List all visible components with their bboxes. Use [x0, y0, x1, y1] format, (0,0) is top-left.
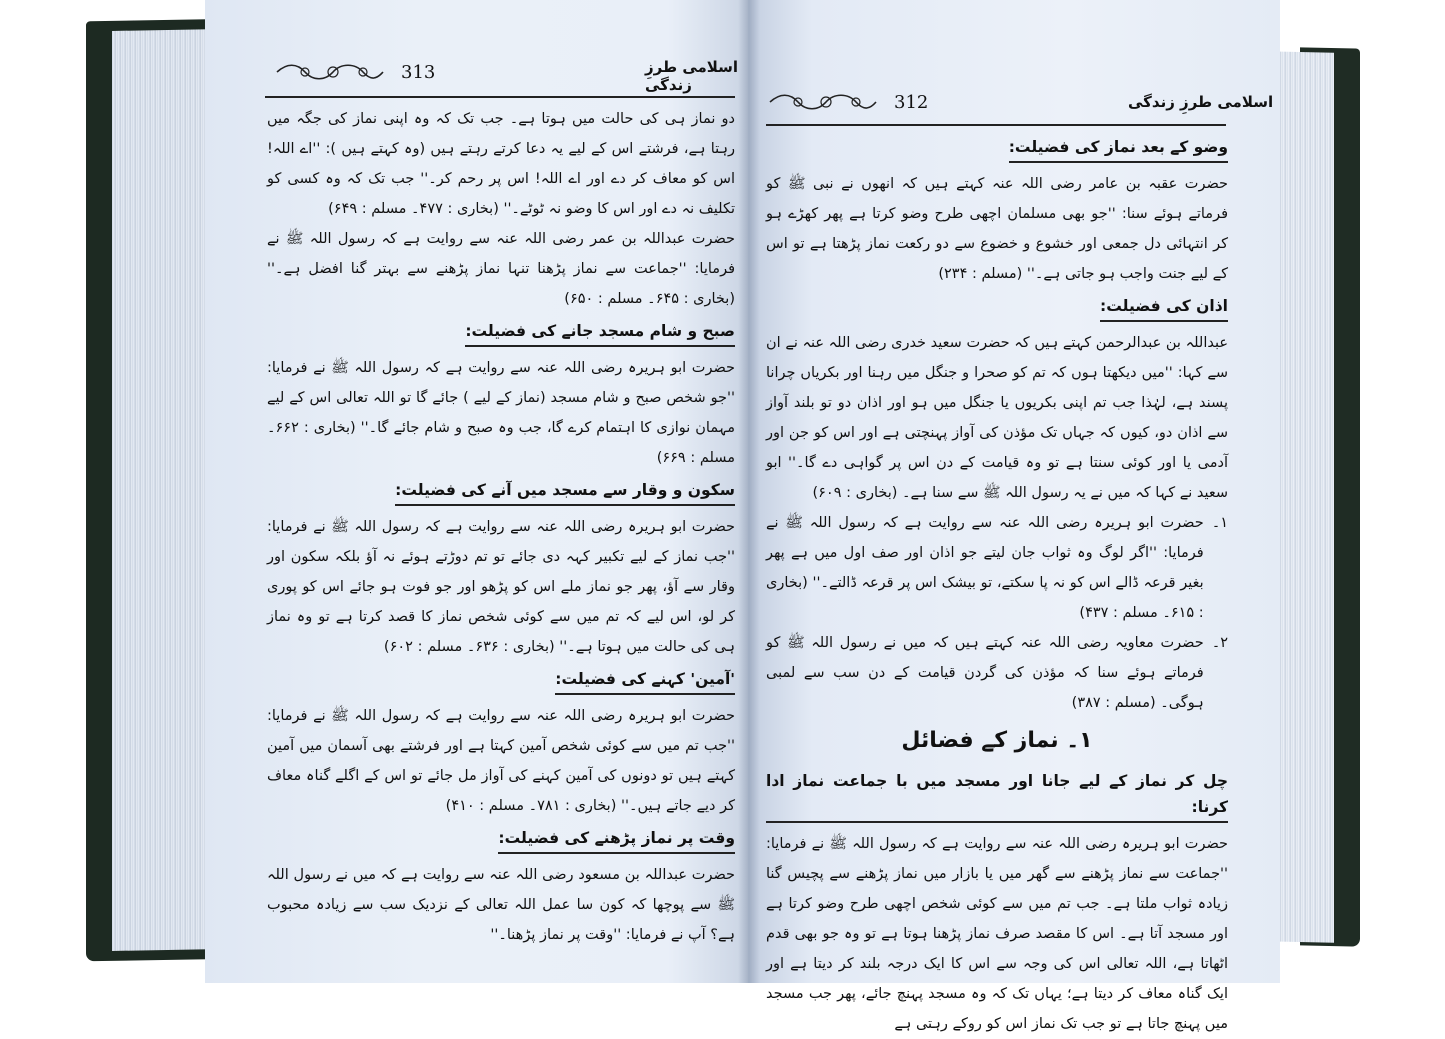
left-page-text [267, 104, 735, 950]
paragraph: حضرت عبداللہ بن مسعود رضی اللہ عنہ سے روایت ہے کہ میں نے رسول اللہ ﷺ سے پوچھا کہ کون سا عمل اللہ تعالی کے نزدیک سب سے زیادہ محبوب ہے؟ آپ نے فرمایا: ''وقت پر نماز پڑھنا۔'' [267, 867, 735, 943]
paragraph: حضرت ابو ہریرہ رضی اللہ عنہ سے روایت ہے کہ رسول اللہ ﷺ نے فرمایا: ''جو شخص صبح و شام مسجد (نماز کے لیے ) جائے گا تو اللہ تعالی اس کے لیے مہمان نوازی کا اہتمام کرے گا، جب وہ صبح و شام جائے گا۔'' (بخاری : ۶۶۲۔ مسلم : ۶۶۹) [267, 360, 735, 466]
paragraph: حضرت ابو ہریرہ رضی اللہ عنہ سے روایت ہے کہ رسول اللہ ﷺ نے فرمایا: ''جب تم میں سے کوئی شخص آمین کہتا ہے اور فرشتے بھی آسمان میں آمین کہتے ہیں تو دونوں کی آمین کہنے کی آواز مل جائے تو اس کے اگلے گناہ معاف کر دیے جاتے ہیں۔'' (بخاری : ۷۸۱۔ مسلم : ۴۱۰) [267, 708, 735, 814]
header-rule [265, 96, 735, 98]
left-page-header [275, 52, 451, 92]
right-running-title [1128, 82, 1273, 122]
paragraph: حضرت عبداللہ بن عمر رضی اللہ عنہ سے روایت ہے کہ رسول اللہ ﷺ نے فرمایا: ''جماعت سے نماز پڑھنا تنہا نماز پڑھنے سے بہتر گنا افضل ہے۔'' (بخاری : ۶۴۵۔ مسلم : ۶۵۰) [267, 231, 735, 307]
numbered-item [766, 508, 1228, 628]
section-heading: وقت پر نماز پڑھنے کی فضیلت: [498, 825, 735, 854]
page-number: 312 [894, 91, 929, 113]
section-heading: چل کر نماز کے لیے جانا اور مسجد میں با جماعت نماز ادا کرنا: [766, 768, 1228, 823]
chapter-title: ۱۔ نماز کے فضائل [901, 728, 1093, 753]
paragraph: حضرت معاویہ رضی اللہ عنہ کہتے ہیں کہ میں نے رسول اللہ ﷺ کو فرماتے ہوئے سنا کہ مؤذن کی گردن قیامت کے دن سب سے لمبی ہوگی۔ (مسلم : ۳۸۷) [766, 635, 1204, 711]
section-heading: اذان کی فضیلت: [1100, 293, 1228, 322]
paragraph: حضرت ابو ہریرہ رضی اللہ عنہ سے روایت ہے کہ رسول اللہ ﷺ نے فرمایا: ''اگر لوگ وہ ثواب جان لیتے جو اذان اور صف اول میں ہے پھر بغیر قرعہ ڈالے اس کو نہ پا سکتے، تو بیشک اس پر قرعہ ڈالتے۔'' (بخاری : ۶۱۵۔ مسلم : ۴۳۷) [766, 515, 1204, 621]
right-page-text [766, 130, 1228, 1039]
right-page-header [768, 82, 944, 122]
paragraph: حضرت عقبہ بن عامر رضی اللہ عنہ کہتے ہیں کہ انھوں نے نبی ﷺ کو فرماتے ہوئے سنا: ''جو بھی مسلمان اچھی طرح وضو کرتا ہے پھر کھڑے ہو کر انتہائی دل جمعی اور خشوع و خضوع سے دو رکعت نماز پڑھتا ہے تو اس کے لیے جنت واجب ہو جاتی ہے۔'' (مسلم : ۲۳۴) [766, 176, 1228, 282]
paragraph: دو نماز ہی کی حالت میں ہوتا ہے۔ جب تک کہ وہ اپنی نماز کی جگہ میں رہتا ہے، فرشتے اس کے لیے یہ دعا کرتے رہتے ہیں (وہ کہتے ہیں ): ''اے اللہ! اس کو معاف کر دے اور اے اللہ! اس پر رحم کر۔'' جب تک کہ وہ کسی کو تکلیف نہ دے اور اس کا وضو نہ ٹوٹے۔'' (بخاری : ۴۷۷۔ مسلم : ۶۴۹) [267, 111, 735, 217]
section-heading: وضو کے بعد نماز کی فضیلت: [1009, 134, 1228, 163]
paragraph: حضرت ابو ہریرہ رضی اللہ عنہ سے روایت ہے کہ رسول اللہ ﷺ نے فرمایا: ''جماعت سے نماز پڑھنے سے گھر میں یا بازار میں نماز پڑھنے سے پچیس گنا زیادہ ثواب ملتا ہے۔ جب تم میں سے کوئی شخص اچھی طرح وضو کرتا ہے اور مسجد آتا ہے۔ اس کا مقصد صرف نماز پڑھنا ہوتا ہے تو وہ جو بھی قدم اٹھاتا ہے، اللہ تعالی اس کی وجہ سے اس کا ایک درجہ بلند کر دیتا ہے اور ایک گناہ معاف کر دیتا ہے؛ یہاں تک کہ وہ مسجد پہنچ جائے، پھر جب مسجد میں پہنچ جاتا ہے تو جب تک نماز اس کو روکے رہتی ہے [766, 836, 1228, 1032]
right-page [748, 0, 1280, 1032]
running-title: اسلامی طرزِ زندگی [645, 58, 739, 94]
paragraph: حضرت ابو ہریرہ رضی اللہ عنہ سے روایت ہے کہ رسول اللہ ﷺ نے فرمایا: ''جب نماز کے لیے تکبیر کہہ دی جائے تو تم دوڑتے ہوئے نہ آؤ بلکہ سکون اور وقار سے آؤ، پھر جو نماز ملے اس کو پڑھو اور جو فوت ہو جائے اس کو پوری کر لو، اس لیے کہ تم میں سے کوئی شخص نماز کا قصد کرتا ہے تو وہ نماز ہی کی حالت میں ہوتا ہے۔'' (بخاری : ۶۳۶۔ مسلم : ۶۰۲) [267, 519, 735, 655]
ornament-icon [275, 61, 385, 83]
section-heading: 'آمین' کہنے کی فضیلت: [555, 666, 735, 695]
item-number: ۱۔ [1211, 515, 1228, 531]
header-rule [766, 124, 1226, 126]
left-running-title [645, 56, 750, 96]
item-number: ۲۔ [1211, 635, 1228, 651]
page-number: 313 [401, 61, 436, 83]
section-heading: سکون و وقار سے مسجد میں آنے کی فضیلت: [395, 477, 735, 506]
section-heading: صبح و شام مسجد جانے کی فضیلت: [465, 318, 735, 347]
numbered-item [766, 628, 1228, 718]
left-page [205, 0, 750, 983]
book-gutter [738, 0, 760, 983]
paragraph: عبداللہ بن عبدالرحمن کہتے ہیں کہ حضرت سعید خدری رضی اللہ عنہ نے ان سے کہا: ''میں دیکھتا ہوں کہ تم کو صحرا و جنگل میں رہنا اور بکریاں چرانا پسند ہے، لہٰذا جب تم اپنی بکریوں یا جنگل میں ہو اور اذان دو تو بلند آواز سے اذان دو، کیوں کہ جہاں تک مؤذن کی آواز پہنچتی ہے اور اس کو جن اور آدمی یا اور کوئی سنتا ہے تو وہ قیامت کے دن اس پر گواہی دے گا۔'' ابو سعید نے کہا کہ میں نے یہ رسول اللہ ﷺ سے سنا ہے۔ (بخاری : ۶۰۹) [766, 335, 1228, 501]
running-title: اسلامی طرزِ زندگی [1128, 93, 1274, 111]
ornament-icon [768, 91, 878, 113]
